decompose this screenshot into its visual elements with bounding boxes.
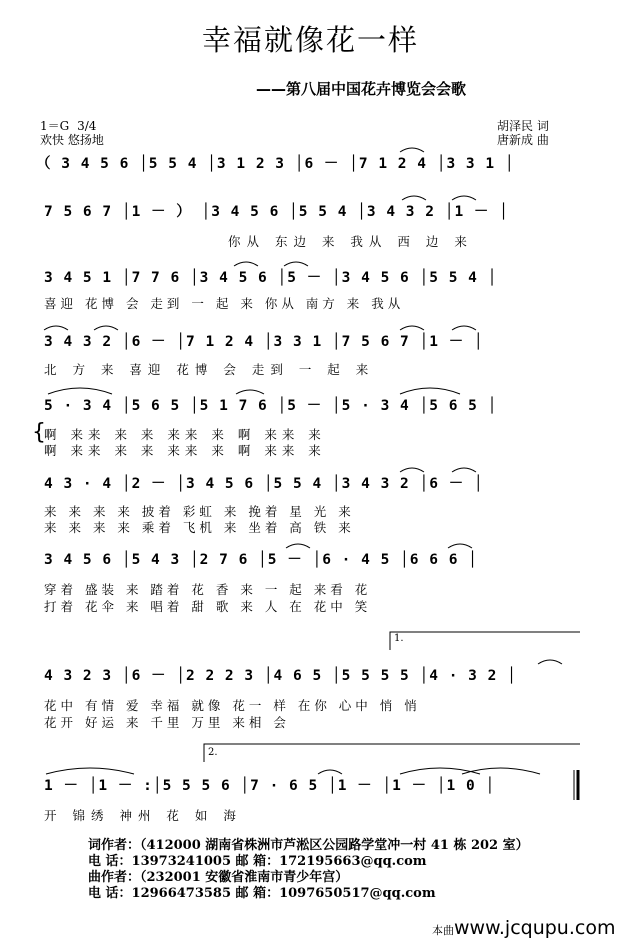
- slur-line-1: [400, 148, 424, 152]
- slur-line-9d: [462, 768, 540, 774]
- slur-line-4d: [452, 326, 476, 330]
- score-line-6: 4 3 · 4 │2 － │3 4 5 6 │5 5 4 │3 4 3 2 │6 － │: [44, 476, 484, 492]
- composer-address: 曲作者：（232001 安徽省淮南市青少年宫）: [88, 870, 349, 885]
- lyrics-line-6b: 来 来 来 来 乘着 飞机 来 坐着 高 铁 来: [44, 520, 355, 535]
- lyrics-line-5a: 啊 来来 来 来 来来 来 啊 来来 来: [44, 427, 326, 442]
- lyrics-line-7a: 穿着 盛装 来 踏着 花 香 来 一 起 来看 花: [44, 582, 372, 597]
- slur-line-9a: [46, 768, 134, 774]
- lyrics-brace: {: [32, 420, 46, 445]
- slur-line-3b: [284, 262, 308, 266]
- lyrics-line-4: 北 方 来 喜迎 花博 会 走到 一 起 来: [44, 362, 375, 377]
- slur-line-4a: [44, 326, 68, 330]
- lyrics-line-8b: 花开 好运 来 千里 万里 来相 会: [44, 715, 290, 730]
- volta-1-bracket: [390, 632, 580, 650]
- score-line-4: 3 4 3 2 │6 － │7 1 2 4 │3 3 1 │7 5 6 7 │1 － │: [44, 334, 484, 350]
- lyrics-line-5b: 啊 来来 来 来 来来 来 啊 来来 来: [44, 443, 326, 458]
- slur-line-6a: [400, 468, 424, 472]
- composer-contact: 电 话：12966473585 邮 箱：1097650517@qq.com: [88, 886, 436, 901]
- lyrics-line-9: 开 锦绣 神州 花 如 海: [44, 808, 242, 823]
- slur-line-4c: [400, 326, 424, 330]
- slur-line-4b: [94, 326, 118, 330]
- score-line-1: （ 3 4 5 6 │5 5 4 │3 1 2 3 │6 － │7 1 2 4 │3 3 1 │: [36, 156, 515, 172]
- lyricist-contact: 电 话：13973241005 邮 箱：172195663@qq.com: [88, 854, 427, 869]
- slur-line-7b: [448, 544, 472, 548]
- score-line-3: 3 4 5 1 │7 7 6 │3 4 5 6 │5 － │3 4 5 6 │5 5 4 │: [44, 270, 498, 286]
- lyrics-line-8a: 花中 有情 爱 幸福 就像 花一 样 在你 心中 悄 悄: [44, 698, 421, 713]
- lyrics-line-3: 喜迎 花博 会 走到 一 起 来 你从 南方 来 我从: [44, 296, 405, 311]
- slur-line-5b: [236, 390, 264, 394]
- slur-line-5a: [48, 388, 112, 394]
- score-line-2: 7 5 6 7 │1 － ） │3 4 5 6 │5 5 4 │3 4 3 2 │1 － │: [44, 204, 509, 220]
- time-signature: 3/4: [77, 119, 97, 133]
- key-signature: 1＝G: [40, 119, 70, 133]
- volta-2-label: 2.: [208, 747, 218, 758]
- composer-credit: 唐新成 曲: [497, 133, 549, 147]
- score-line-9: 1 － │1 － :│5 5 5 6 │7 · 6 5 │1 － │1 － │1 0 │: [44, 778, 496, 794]
- slur-line-2a: [402, 196, 426, 200]
- score-line-5: 5 · 3 4 │5 6 5 │5 1 7 6 │5 － │5 · 3 4 │5 6 5 │: [44, 398, 498, 414]
- slur-line-9c: [400, 768, 480, 774]
- slur-line-8: [538, 660, 562, 664]
- lyrics-line-6a: 来 来 来 来 披着 彩虹 来 挽着 星 光 来: [44, 504, 355, 519]
- lyricist-address: 词作者：（412000 湖南省株洲市芦淞区公园路学堂冲一村 41 栋 202 室）: [88, 838, 529, 853]
- slur-line-7a: [286, 544, 310, 548]
- slur-line-3a: [234, 262, 258, 266]
- score-line-7: 3 4 5 6 │5 4 3 │2 7 6 │5 － │6 · 4 5 │6 6 6 │: [44, 552, 478, 568]
- tempo-marking: 欢快 悠扬地: [40, 133, 104, 147]
- song-title: 幸福就像花一样: [201, 23, 419, 57]
- watermark-prefix: 本曲: [432, 924, 454, 937]
- lyrics-line-7b: 打着 花伞 来 唱着 甜 歌 来 人 在 花中 笑: [44, 599, 372, 614]
- score-line-8: 4 3 2 3 │6 － │2 2 2 3 │4 6 5 │5 5 5 5 │4 · 3 2 │: [44, 668, 517, 684]
- slur-line-9b: [318, 770, 342, 774]
- volta-1-label: 1.: [394, 633, 404, 644]
- lyricist-credit: 胡泽民 词: [497, 119, 549, 133]
- lyrics-line-2: 你从 东边 来 我从 西 边 来: [228, 234, 473, 249]
- watermark-url: www.jcqupu.com: [454, 917, 616, 939]
- song-subtitle: ——第八届中国花卉博览会会歌: [256, 80, 467, 98]
- slur-line-6b: [452, 468, 476, 472]
- volta-2-bracket: [204, 744, 580, 762]
- slur-line-2b: [452, 196, 476, 200]
- slur-line-5c: [400, 388, 460, 394]
